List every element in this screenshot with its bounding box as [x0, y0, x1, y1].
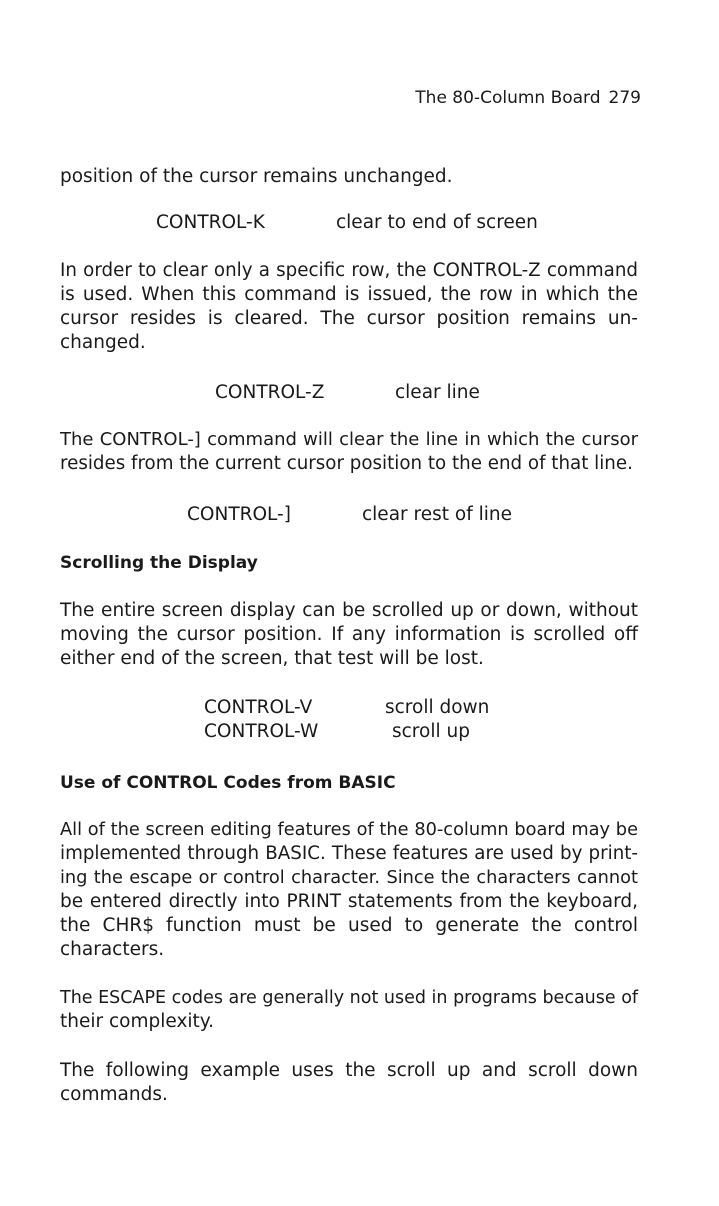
paragraph-escape: [60, 986, 638, 1034]
text-line: resides from the current cursor position to the end of that line.: [60, 453, 633, 474]
text-line: The following example uses the scroll up and scroll down: [60, 1060, 638, 1081]
command-code-control-bracket: CONTROL-]: [187, 504, 291, 525]
text-line: cursor resides is cleared. The cursor position remains un-: [60, 308, 638, 329]
command-code-control-z: CONTROL-Z: [215, 382, 325, 403]
text-line: the CHR$ function must be used to generate the control: [60, 915, 638, 936]
section-heading-basic: Use of CONTROL Codes from BASIC: [60, 773, 396, 793]
command-desc-control-z: clear line: [395, 382, 480, 403]
running-header: [415, 88, 641, 108]
command-code-control-v: CONTROL-V: [204, 697, 313, 718]
paragraph-scrolling: [60, 599, 638, 671]
text-line: changed.: [60, 332, 146, 353]
text-line: commands.: [60, 1084, 168, 1105]
text-line: All of the screen editing features of the 80-column board may be: [60, 820, 638, 840]
command-code-control-w: CONTROL-W: [204, 721, 319, 742]
text-line: their complexity.: [60, 1011, 214, 1032]
paragraph-example: [60, 1059, 638, 1107]
text-line: ing the escape or control character. Since the characters cannot: [60, 868, 638, 888]
command-desc-control-v: scroll down: [385, 697, 490, 718]
text-line: The CONTROL-] command will clear the line in which the cursor: [60, 429, 638, 450]
paragraph-control-z: [60, 259, 638, 355]
text-line: be entered directly into PRINT statements from the keyboard,: [60, 891, 638, 912]
command-desc-control-w: scroll up: [392, 721, 470, 742]
text-line: either end of the screen, that test will be lost.: [60, 648, 484, 669]
text-line: characters.: [60, 939, 165, 960]
text-line: The ESCAPE codes are generally not used in programs because of: [60, 988, 639, 1008]
text-line: implemented through BASIC. These features are used by print-: [60, 843, 638, 864]
text-line: is used. When this command is issued, the row in which the: [60, 284, 638, 305]
page-number: 279: [608, 88, 641, 108]
paragraph-basic: [60, 818, 638, 962]
text-line: moving the cursor position. If any information is scrolled off: [60, 624, 638, 645]
command-code-control-k: CONTROL-K: [156, 212, 265, 233]
paragraph-continued: [60, 165, 638, 189]
command-desc-control-k: clear to end of screen: [336, 212, 538, 233]
text-line: position of the cursor remains unchanged.: [60, 166, 453, 187]
command-desc-control-bracket: clear rest of line: [362, 504, 512, 525]
text-line: In order to clear only a specific row, the CONTROL-Z command: [60, 260, 638, 281]
paragraph-control-bracket: [60, 428, 638, 476]
text-line: The entire screen display can be scrolled up or down, without: [60, 600, 638, 621]
header-title: The 80-Column Board: [415, 88, 601, 108]
section-heading-scrolling: Scrolling the Display: [60, 553, 258, 573]
